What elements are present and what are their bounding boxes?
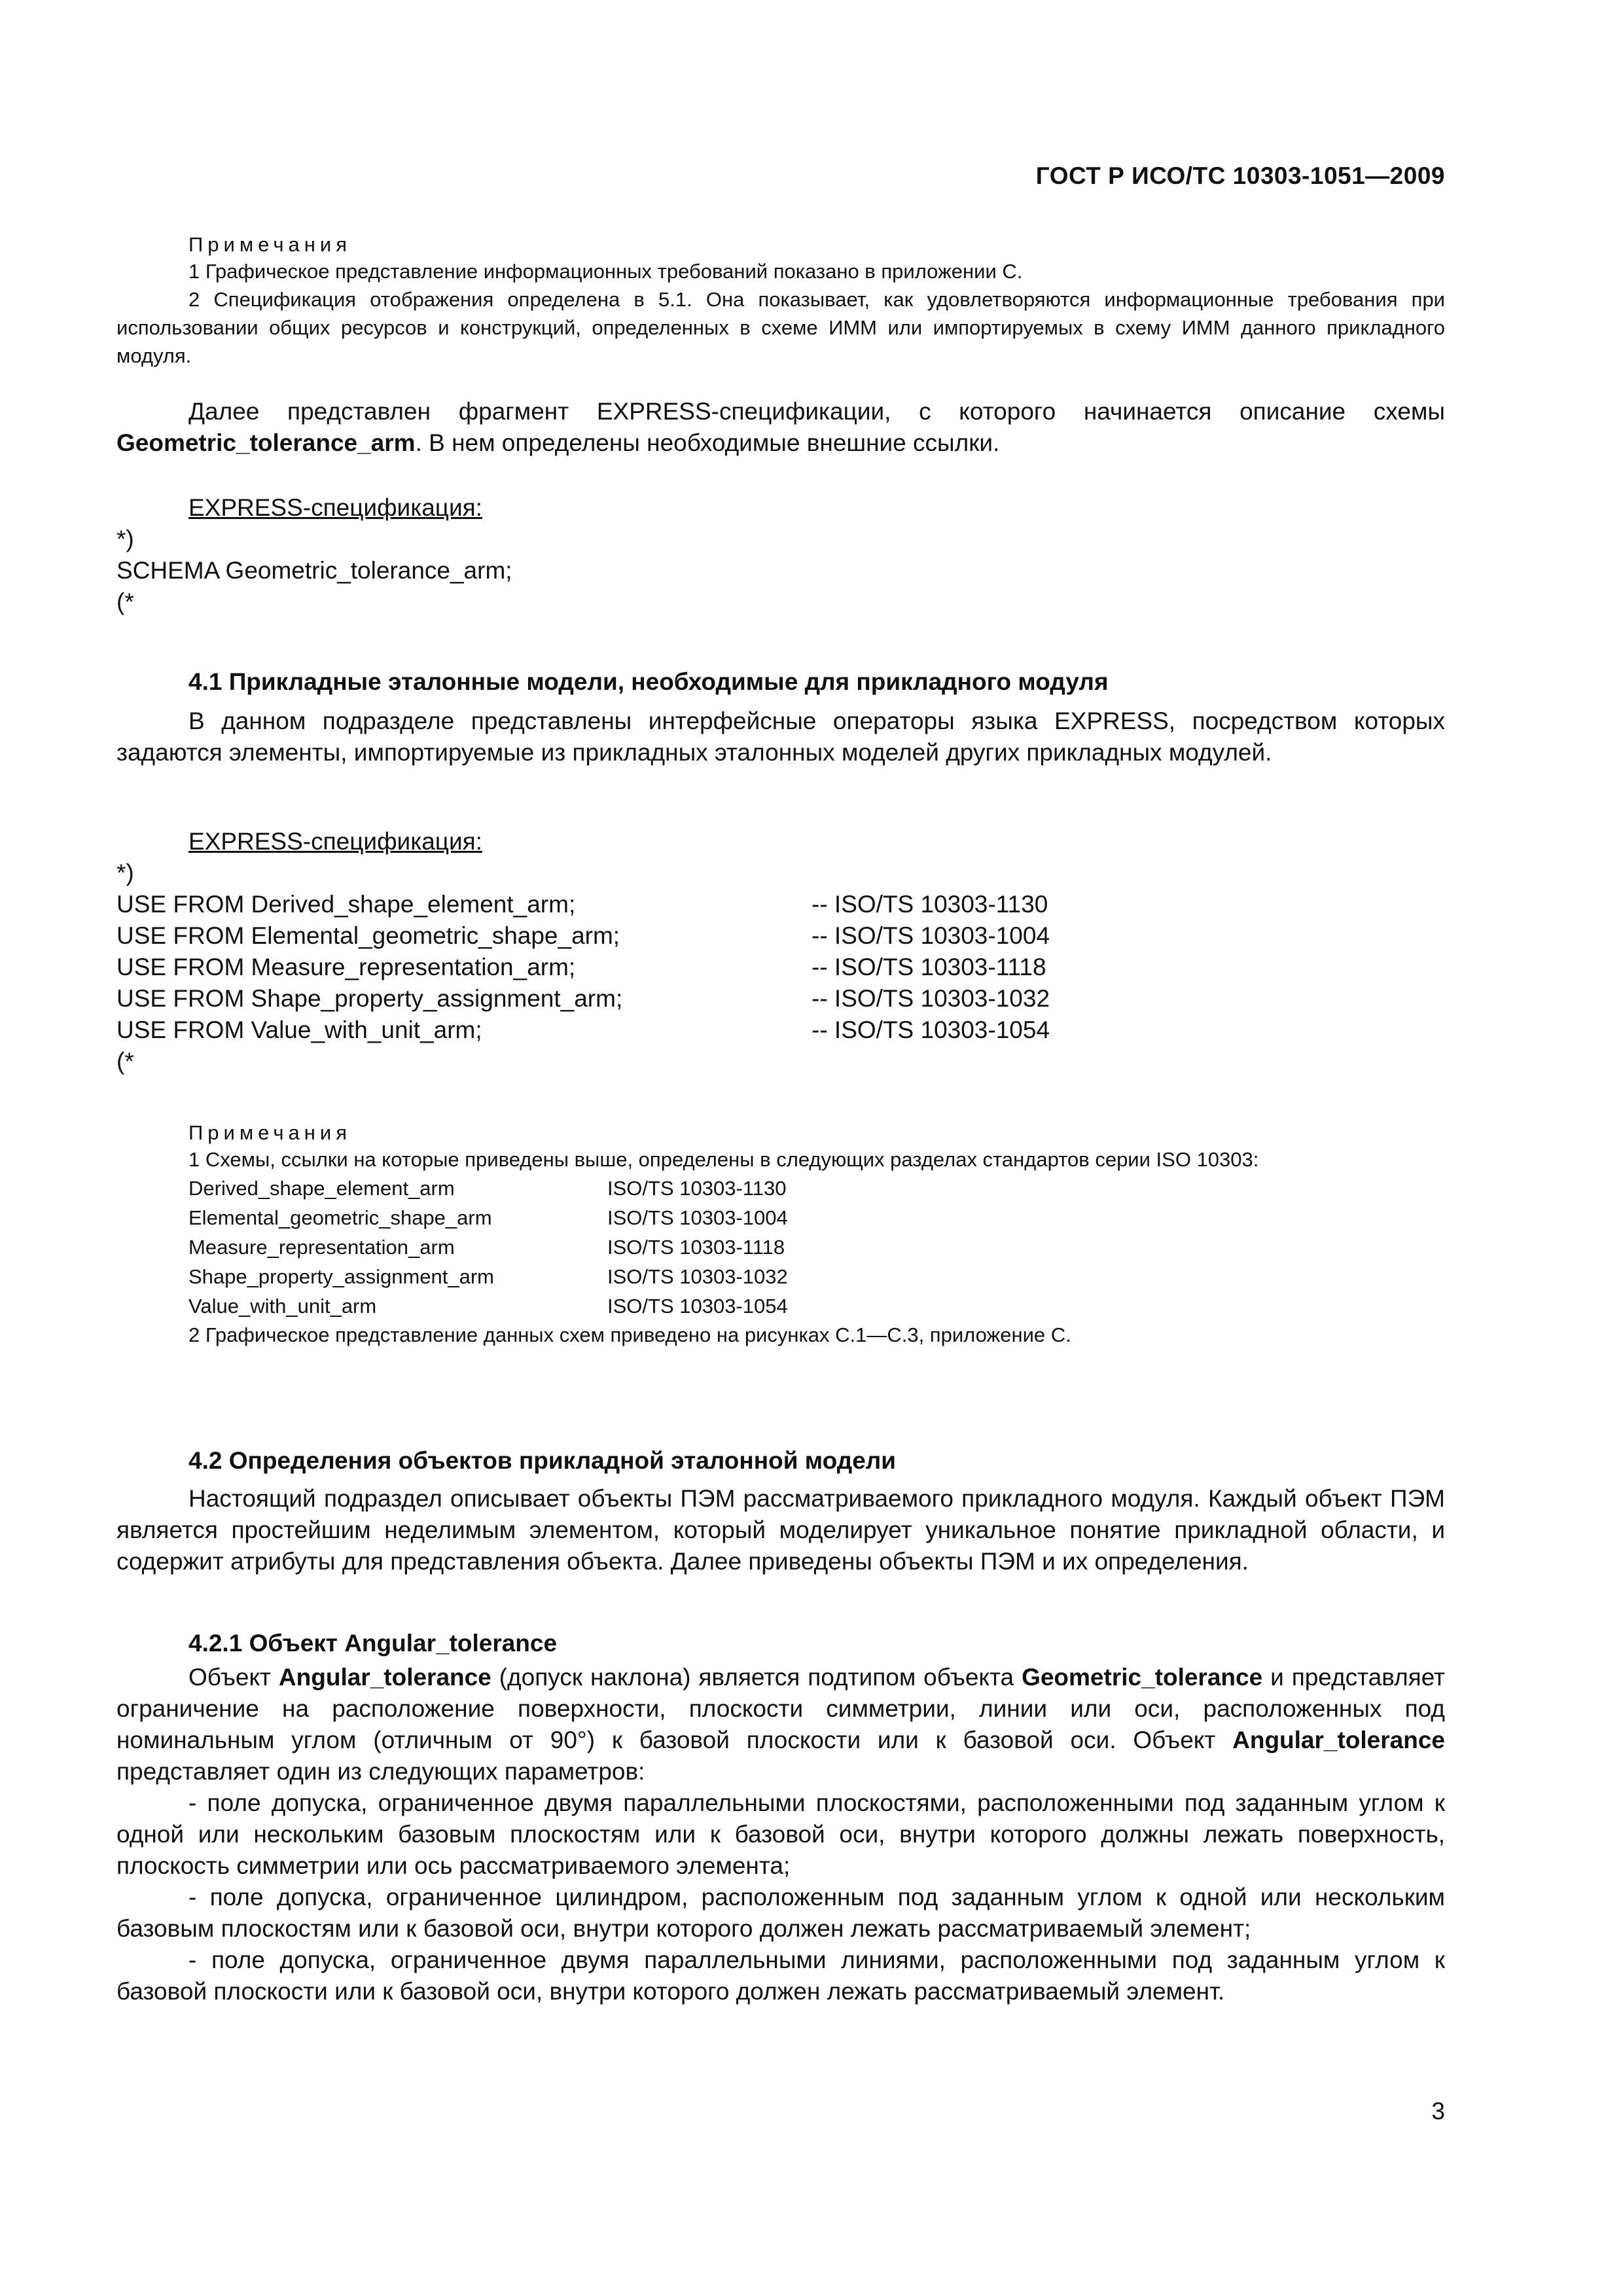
express-block-1: [116, 492, 1445, 618]
use-statement: [116, 952, 1445, 983]
intro-paragraph: [116, 396, 1445, 459]
use-comment: -- ISO/TS 10303-1054: [812, 1016, 1050, 1043]
schema-ref-row: [116, 1291, 1445, 1321]
schema-ref-row: [116, 1232, 1445, 1262]
intro-text: Далее представлен фрагмент EXPRESS-спецификации, с которого начинается описание схемы: [188, 398, 1445, 425]
document-code: ГОСТ Р ИСО/ТС 10303-1051—2009: [1035, 162, 1445, 189]
section-4-2: [116, 1445, 1445, 1577]
note-item: 2 Графическое представление данных схем приведено на рисунках С.1—С.3, приложение С.: [188, 1323, 1071, 1346]
list-item: - поле допуска, ограниченное двумя параллельными линиями, расположенными под заданным углом к базовой плоскости или к базовой оси, внутри которого должен лежать рассматриваемый элемент.: [116, 1946, 1445, 2005]
notes-block-2: [116, 1121, 1445, 1349]
section-paragraph: Настоящий подраздел описывает объекты ПЭМ рассматриваемого прикладного модуля. Каждый объект ПЭМ является простейшим неделимым элементом, который моделирует уникальное понятие прикладной области, и содержит атрибуты для представления объекта. Далее приведены объекты ПЭМ и их определения.: [116, 1485, 1445, 1575]
section-4-1: [116, 666, 1445, 768]
entity-name: Geometric_tolerance: [1022, 1664, 1263, 1691]
notes-block-1: [116, 232, 1445, 370]
entity-name: Angular_tolerance: [278, 1664, 491, 1691]
intro-text-end: . В нем определены необходимые внешние ссылки.: [415, 429, 1000, 456]
list-item: - поле допуска, ограниченное двумя параллельными плоскостями, расположенными под заданным углом к одной или нескольким базовым плоскостям или к базовой оси, внутри которого должны лежать поверхность, плоскость симметрии или ось рассматриваемого элемента;: [116, 1789, 1445, 1879]
document-page: [116, 0, 1445, 2296]
use-stmt: USE FROM Measure_representation_arm;: [116, 954, 576, 980]
use-stmt: USE FROM Derived_shape_element_arm;: [116, 891, 576, 918]
entity-name: Angular_tolerance: [1232, 1727, 1445, 1753]
schema-ref-row: [116, 1262, 1445, 1291]
schema-ref-name: Derived_shape_element_arm: [188, 1177, 455, 1200]
notes-title: Примечания: [188, 233, 351, 256]
express-label: EXPRESS-спецификация:: [188, 494, 482, 521]
section-heading: 4.2 Определения объектов прикладной эталонной модели: [188, 1447, 897, 1474]
schema-ref-std: ISO/TS 10303-1054: [607, 1295, 788, 1318]
use-comment: -- ISO/TS 10303-1032: [812, 985, 1050, 1012]
schema-ref-name: Value_with_unit_arm: [188, 1295, 377, 1318]
use-statement: [116, 983, 1445, 1014]
schema-ref-name: Elemental_geometric_shape_arm: [188, 1206, 492, 1229]
schema-ref-std: ISO/TS 10303-1130: [607, 1177, 787, 1200]
use-stmt: USE FROM Elemental_geometric_shape_arm;: [116, 922, 620, 949]
schema-ref-std: ISO/TS 10303-1004: [607, 1206, 788, 1229]
schema-ref-row: [116, 1203, 1445, 1232]
use-stmt: USE FROM Shape_property_assignment_arm;: [116, 985, 623, 1012]
express-close: (*: [116, 1048, 134, 1075]
schema-ref-std: ISO/TS 10303-1118: [607, 1236, 785, 1259]
section-4-2-1: [116, 1628, 1445, 2007]
use-stmt: USE FROM Value_with_unit_arm;: [116, 1016, 482, 1043]
page-number: 3: [1431, 2098, 1445, 2125]
schema-ref-row: [116, 1174, 1445, 1203]
express-label: EXPRESS-спецификация:: [188, 828, 482, 855]
use-comment: -- ISO/TS 10303-1130: [812, 891, 1048, 918]
express-block-2: [116, 826, 1445, 1077]
schema-ref-std: ISO/TS 10303-1032: [607, 1265, 788, 1288]
express-open: *): [116, 859, 134, 886]
notes-title: Примечания: [188, 1121, 351, 1144]
express-close: (*: [116, 588, 134, 615]
use-comment: -- ISO/TS 10303-1004: [812, 922, 1050, 949]
schema-ref-name: Measure_representation_arm: [188, 1236, 455, 1259]
schema-ref-name: Shape_property_assignment_arm: [188, 1265, 494, 1288]
list-item: - поле допуска, ограниченное цилиндром, расположенным под заданным углом к одной или нескольким базовым плоскостям или к базовой оси, внутри которого должен лежать рассматриваемый элемент;: [116, 1884, 1445, 1942]
schema-line: SCHEMA Geometric_tolerance_arm;: [116, 557, 512, 584]
use-statement: [116, 1014, 1445, 1046]
section-heading: 4.2.1 Объект Angular_tolerance: [188, 1630, 558, 1657]
schema-name: Geometric_tolerance_arm: [116, 429, 416, 456]
note-item: 2 Спецификация отображения определена в 5.1. Она показывает, как удовлетворяются информационные требования при использовании общих ресурсов и конструкций, определенных в схеме ИММ или импортируемых в схему ИММ данного прикладного модуля.: [116, 288, 1445, 367]
section-paragraph: В данном подразделе представлены интерфейсные операторы языка EXPRESS, посредством которых задаются элементы, импортируемые из прикладных эталонных моделей других прикладных модулей.: [116, 708, 1445, 766]
use-statement: [116, 889, 1445, 920]
use-statement: [116, 920, 1445, 952]
note-item: 1 Графическое представление информационных требований показано в приложении С.: [188, 260, 1023, 283]
use-comment: -- ISO/TS 10303-1118: [812, 954, 1046, 980]
note-item: 1 Схемы, ссылки на которые приведены выше, определены в следующих разделах стандартов серии ISO 10303:: [188, 1148, 1259, 1171]
section-paragraph: Объект Angular_tolerance (допуск наклона) является подтипом объекта Geometric_tolerance и представляет ограничение на расположение поверхности, плоскости симметрии, линии или оси, расположенных под номинальным углом (отличным от 90°) к базовой плоскости или к базовой оси. Объект Angular_tolerance представляет один из следующих параметров:: [116, 1664, 1445, 1785]
express-open: *): [116, 526, 134, 552]
section-heading: 4.1 Прикладные эталонные модели, необходимые для прикладного модуля: [188, 668, 1109, 695]
